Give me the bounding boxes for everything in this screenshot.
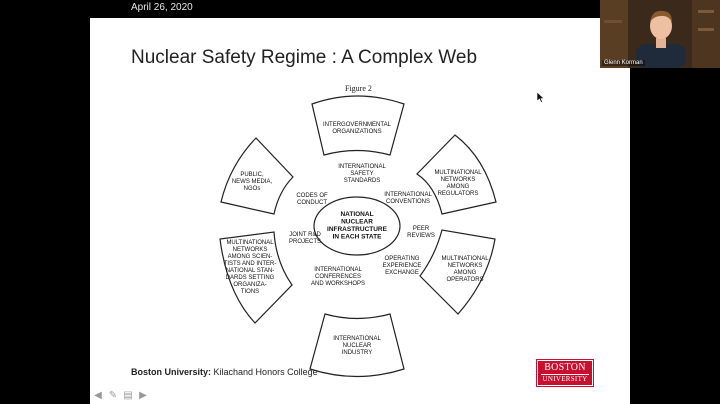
- label-codes-of-conduct-line: CODES OF: [296, 193, 328, 199]
- label-industry-line: INDUSTRY: [341, 350, 373, 356]
- label-public-line: NEWS MEDIA,: [231, 179, 273, 185]
- label-regulators-line: AMONG: [446, 184, 470, 190]
- label-operating-exchange-line: EXPERIENCE: [382, 263, 422, 269]
- label-operators-line: NETWORKS: [447, 263, 483, 269]
- presentation-slide: [90, 18, 630, 404]
- label-safety-standards-line: STANDARDS: [343, 178, 381, 184]
- label-operating-exchange: [383, 256, 422, 276]
- label-industry-line: INTERNATIONAL: [333, 336, 381, 342]
- label-intergovernmental: [323, 122, 392, 135]
- label-scientists-line: AMONG SCIEN-: [227, 254, 273, 260]
- label-safety-standards-line: SAFETY: [350, 171, 374, 177]
- label-codes-of-conduct: [296, 193, 328, 206]
- slide-title: Nuclear Safety Regime : A Complex Web: [131, 47, 478, 68]
- participant-name: Glenn Korman: [604, 60, 643, 66]
- footer-college: Kilachand Honors College: [213, 367, 318, 377]
- label-scientists-line: TIONS: [240, 289, 260, 295]
- center-label-line: NATIONAL: [340, 211, 374, 218]
- label-codes-of-conduct-line: CONDUCT: [297, 200, 327, 206]
- label-peer-reviews-line: REVIEWS: [407, 233, 435, 239]
- label-peer-reviews: [407, 226, 435, 239]
- label-scientists-line: ORGANIZA-: [233, 282, 267, 288]
- label-intergovernmental-line: ORGANIZATIONS: [332, 129, 382, 135]
- slide-controls: [92, 390, 149, 402]
- label-scientists-line: TISTS AND INTER-: [223, 261, 277, 267]
- label-joint-projects: [289, 232, 321, 245]
- label-operating-exchange-line: EXCHANGE: [385, 270, 419, 276]
- logo-line-1: BOSTON: [544, 362, 586, 373]
- label-scientists-line: MULTINATIONAL: [226, 240, 274, 246]
- menu-icon[interactable]: ▤: [123, 390, 133, 401]
- label-regulators-line: NETWORKS: [440, 177, 476, 183]
- label-conferences-line: CONFERENCES: [314, 274, 362, 280]
- participant-video-icon: [600, 0, 720, 68]
- label-public-line: NGOs: [243, 186, 261, 192]
- mouse-cursor-icon: [537, 92, 545, 103]
- label-conventions-line: INTERNATIONAL: [384, 192, 432, 198]
- label-operating-exchange-line: OPERATING: [384, 256, 420, 262]
- label-conventions: [384, 192, 432, 205]
- label-scientists-line: DARDS SETTING: [225, 275, 275, 281]
- label-safety-standards-line: INTERNATIONAL: [338, 164, 386, 170]
- label-peer-reviews-line: PEER: [412, 226, 430, 232]
- center-label-line: INFRASTRUCTURE: [327, 226, 387, 233]
- label-scientists-line: NATIONAL STAN-: [225, 268, 275, 274]
- footer-attribution: [131, 367, 318, 377]
- label-industry-line: NUCLEAR: [342, 343, 372, 349]
- label-conferences: [311, 267, 365, 287]
- label-conferences-line: AND WORKSHOPS: [310, 281, 366, 287]
- logo-line-2: UNIVERSITY: [542, 375, 588, 383]
- label-scientists-line: NETWORKS: [232, 247, 268, 253]
- center-label-line: IN EACH STATE: [332, 233, 382, 241]
- arrow-left-icon[interactable]: ◀: [94, 390, 102, 401]
- label-operators-line: OPERATORS: [446, 277, 484, 283]
- label-operators-line: AMONG: [453, 270, 477, 276]
- nuclear-safety-diagram: [90, 18, 630, 356]
- label-operators-line: MULTINATIONAL: [441, 256, 489, 262]
- label-joint-projects-line: JOINT R&D: [289, 232, 321, 238]
- label-joint-projects-line: PROJECTS: [288, 239, 322, 245]
- date-label: April 26, 2020: [131, 2, 193, 13]
- participant-video-tile[interactable]: [600, 0, 720, 68]
- label-intergovernmental-line: INTERGOVERNMENTAL: [323, 122, 391, 128]
- label-conventions-line: CONVENTIONS: [385, 199, 431, 205]
- arrow-right-icon[interactable]: ▶: [139, 390, 147, 401]
- label-safety-standards: [338, 164, 386, 184]
- footer-university: Boston University:: [131, 367, 212, 377]
- boston-university-logo: [537, 360, 593, 386]
- center-label-line: NUCLEAR: [341, 218, 373, 226]
- pen-icon[interactable]: ✎: [108, 390, 118, 401]
- label-public-line: PUBLIC,: [240, 172, 264, 178]
- label-regulators-line: MULTINATIONAL: [434, 170, 482, 176]
- figure-label: Figure 2: [345, 84, 372, 93]
- label-regulators-line: REGULATORS: [437, 191, 479, 197]
- label-conferences-line: INTERNATIONAL: [314, 267, 362, 273]
